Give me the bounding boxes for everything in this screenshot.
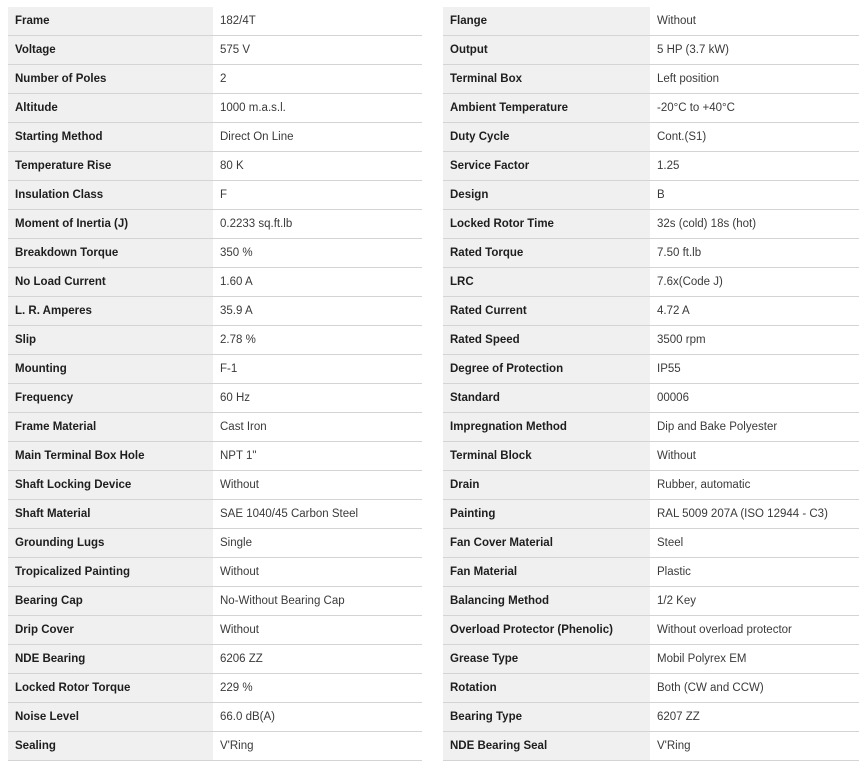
spec-value: F-1 <box>213 355 422 383</box>
spec-row-frequency <box>8 384 422 413</box>
spec-value: 575 V <box>213 36 422 64</box>
spec-label: NDE Bearing Seal <box>443 732 650 760</box>
spec-row-rated-torque <box>443 239 859 268</box>
spec-label: Ambient Temperature <box>443 94 650 122</box>
spec-label: Drain <box>443 471 650 499</box>
spec-value: 1.60 A <box>213 268 422 296</box>
spec-label: Rated Speed <box>443 326 650 354</box>
spec-table-right <box>443 7 859 761</box>
spec-value: 80 K <box>213 152 422 180</box>
spec-label: Grounding Lugs <box>8 529 213 557</box>
spec-row-impregnation-method <box>443 413 859 442</box>
spec-value: F <box>213 181 422 209</box>
spec-row-main-terminal-box-hole <box>8 442 422 471</box>
spec-row-slip <box>8 326 422 355</box>
spec-row-terminal-box <box>443 65 859 94</box>
spec-row-terminal-block <box>443 442 859 471</box>
spec-value: Without <box>650 7 859 35</box>
spec-value: V'Ring <box>650 732 859 760</box>
spec-row-moment-of-inertia-j <box>8 210 422 239</box>
spec-label: Locked Rotor Time <box>443 210 650 238</box>
spec-value: 4.72 A <box>650 297 859 325</box>
spec-row-output <box>443 36 859 65</box>
spec-value: V'Ring <box>213 732 422 760</box>
spec-value: Without <box>213 471 422 499</box>
spec-label: Output <box>443 36 650 64</box>
spec-value: NPT 1" <box>213 442 422 470</box>
spec-value: 35.9 A <box>213 297 422 325</box>
spec-row-rated-speed <box>443 326 859 355</box>
spec-label: Duty Cycle <box>443 123 650 151</box>
spec-row-fan-cover-material <box>443 529 859 558</box>
spec-value: Steel <box>650 529 859 557</box>
spec-label: Drip Cover <box>8 616 213 644</box>
spec-label: Tropicalized Painting <box>8 558 213 586</box>
spec-row-no-load-current <box>8 268 422 297</box>
spec-value: IP55 <box>650 355 859 383</box>
spec-value: Cont.(S1) <box>650 123 859 151</box>
spec-value: RAL 5009 207A (ISO 12944 - C3) <box>650 500 859 528</box>
spec-row-lrc <box>443 268 859 297</box>
spec-label: Slip <box>8 326 213 354</box>
spec-label: Frame <box>8 7 213 35</box>
spec-row-locked-rotor-torque <box>8 674 422 703</box>
spec-row-altitude <box>8 94 422 123</box>
spec-value: Mobil Polyrex EM <box>650 645 859 673</box>
spec-label: Sealing <box>8 732 213 760</box>
spec-value: 2.78 % <box>213 326 422 354</box>
spec-value: Single <box>213 529 422 557</box>
spec-label: Painting <box>443 500 650 528</box>
spec-value: Plastic <box>650 558 859 586</box>
spec-row-nde-bearing <box>8 645 422 674</box>
spec-label: Frame Material <box>8 413 213 441</box>
spec-row-painting <box>443 500 859 529</box>
spec-label: Design <box>443 181 650 209</box>
spec-label: Rated Current <box>443 297 650 325</box>
spec-value: 6207 ZZ <box>650 703 859 731</box>
spec-row-shaft-locking-device <box>8 471 422 500</box>
spec-value: 1.25 <box>650 152 859 180</box>
spec-row-nde-bearing-seal <box>443 732 859 761</box>
spec-row-bearing-cap <box>8 587 422 616</box>
spec-value: 350 % <box>213 239 422 267</box>
spec-label: Bearing Cap <box>8 587 213 615</box>
spec-row-flange <box>443 7 859 36</box>
spec-label: Main Terminal Box Hole <box>8 442 213 470</box>
spec-row-grounding-lugs <box>8 529 422 558</box>
spec-label: Standard <box>443 384 650 412</box>
spec-table-left <box>8 7 422 761</box>
spec-label: Fan Cover Material <box>443 529 650 557</box>
spec-label: Frequency <box>8 384 213 412</box>
spec-value: Without <box>650 442 859 470</box>
spec-value: 2 <box>213 65 422 93</box>
spec-value: No-Without Bearing Cap <box>213 587 422 615</box>
spec-row-l-r-amperes <box>8 297 422 326</box>
spec-row-mounting <box>8 355 422 384</box>
spec-value: Without overload protector <box>650 616 859 644</box>
spec-row-sealing <box>8 732 422 761</box>
spec-label: Temperature Rise <box>8 152 213 180</box>
spec-value: 00006 <box>650 384 859 412</box>
spec-label: No Load Current <box>8 268 213 296</box>
spec-row-design <box>443 181 859 210</box>
spec-label: L. R. Amperes <box>8 297 213 325</box>
spec-label: Grease Type <box>443 645 650 673</box>
spec-value: 3500 rpm <box>650 326 859 354</box>
spec-label: Shaft Material <box>8 500 213 528</box>
spec-row-balancing-method <box>443 587 859 616</box>
spec-row-rotation <box>443 674 859 703</box>
spec-row-drip-cover <box>8 616 422 645</box>
spec-value: 0.2233 sq.ft.lb <box>213 210 422 238</box>
spec-row-insulation-class <box>8 181 422 210</box>
spec-label: Fan Material <box>443 558 650 586</box>
spec-row-duty-cycle <box>443 123 859 152</box>
spec-label: Voltage <box>8 36 213 64</box>
spec-label: Noise Level <box>8 703 213 731</box>
spec-row-starting-method <box>8 123 422 152</box>
spec-label: Degree of Protection <box>443 355 650 383</box>
spec-value: 6206 ZZ <box>213 645 422 673</box>
spec-row-locked-rotor-time <box>443 210 859 239</box>
spec-value: Without <box>213 616 422 644</box>
spec-row-standard <box>443 384 859 413</box>
spec-row-frame <box>8 7 422 36</box>
spec-value: Left position <box>650 65 859 93</box>
spec-row-fan-material <box>443 558 859 587</box>
spec-row-noise-level <box>8 703 422 732</box>
spec-value: 182/4T <box>213 7 422 35</box>
spec-label: Flange <box>443 7 650 35</box>
spec-value: 7.50 ft.lb <box>650 239 859 267</box>
spec-label: Impregnation Method <box>443 413 650 441</box>
spec-label: Locked Rotor Torque <box>8 674 213 702</box>
spec-label: LRC <box>443 268 650 296</box>
spec-value: Without <box>213 558 422 586</box>
spec-value: SAE 1040/45 Carbon Steel <box>213 500 422 528</box>
spec-label: Number of Poles <box>8 65 213 93</box>
spec-value: 229 % <box>213 674 422 702</box>
spec-value: 1/2 Key <box>650 587 859 615</box>
spec-value: -20°C to +40°C <box>650 94 859 122</box>
spec-value: Direct On Line <box>213 123 422 151</box>
spec-row-frame-material <box>8 413 422 442</box>
spec-value: 66.0 dB(A) <box>213 703 422 731</box>
spec-label: Overload Protector (Phenolic) <box>443 616 650 644</box>
spec-label: Rated Torque <box>443 239 650 267</box>
spec-label: Shaft Locking Device <box>8 471 213 499</box>
spec-label: Service Factor <box>443 152 650 180</box>
spec-row-degree-of-protection <box>443 355 859 384</box>
spec-row-tropicalized-painting <box>8 558 422 587</box>
spec-label: Insulation Class <box>8 181 213 209</box>
spec-row-voltage <box>8 36 422 65</box>
spec-row-service-factor <box>443 152 859 181</box>
spec-value: 7.6x(Code J) <box>650 268 859 296</box>
spec-row-grease-type <box>443 645 859 674</box>
spec-row-overload-protector-phenolic <box>443 616 859 645</box>
spec-label: Moment of Inertia (J) <box>8 210 213 238</box>
spec-label: Breakdown Torque <box>8 239 213 267</box>
spec-row-number-of-poles <box>8 65 422 94</box>
spec-value: Dip and Bake Polyester <box>650 413 859 441</box>
spec-label: Starting Method <box>8 123 213 151</box>
spec-row-rated-current <box>443 297 859 326</box>
spec-row-temperature-rise <box>8 152 422 181</box>
spec-label: NDE Bearing <box>8 645 213 673</box>
spec-row-drain <box>443 471 859 500</box>
spec-value: 32s (cold) 18s (hot) <box>650 210 859 238</box>
spec-row-ambient-temperature <box>443 94 859 123</box>
spec-row-shaft-material <box>8 500 422 529</box>
spec-value: B <box>650 181 859 209</box>
spec-value: Rubber, automatic <box>650 471 859 499</box>
spec-value: Cast Iron <box>213 413 422 441</box>
spec-label: Balancing Method <box>443 587 650 615</box>
spec-label: Altitude <box>8 94 213 122</box>
spec-label: Bearing Type <box>443 703 650 731</box>
spec-value: 1000 m.a.s.l. <box>213 94 422 122</box>
spec-value: Both (CW and CCW) <box>650 674 859 702</box>
spec-row-breakdown-torque <box>8 239 422 268</box>
spec-row-bearing-type <box>443 703 859 732</box>
spec-label: Rotation <box>443 674 650 702</box>
spec-label: Terminal Box <box>443 65 650 93</box>
spec-value: 5 HP (3.7 kW) <box>650 36 859 64</box>
spec-value: 60 Hz <box>213 384 422 412</box>
spec-label: Mounting <box>8 355 213 383</box>
spec-label: Terminal Block <box>443 442 650 470</box>
